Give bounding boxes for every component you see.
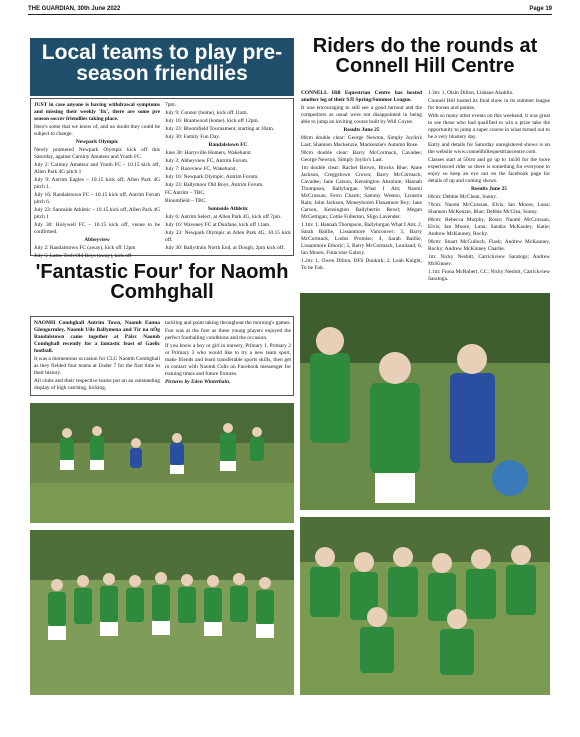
riders-paragraph: Results June 25 xyxy=(471,186,507,193)
local-paragraph: July 30: Holywell FC – 10.15 kick off, venue to be confirmed. xyxy=(34,222,160,236)
local-paragraph: July 30: Family Fun Day. xyxy=(165,134,220,141)
local-paragraph: Abbeyview xyxy=(84,237,110,244)
fantastic-four-column-1 xyxy=(34,320,160,394)
riders-paragraph: Connell Hill hosted its final show in its summer league for horses and ponies. xyxy=(428,98,550,112)
riders-paragraph: 90cm: Stuart McCulloch, Flash; Andrew McKauney, Rocky; Andrew McKinney Charlie. xyxy=(428,239,550,253)
header-rule xyxy=(28,14,552,15)
local-paragraph: July 23: Ballymoor Old Boys, Antrim Forum. xyxy=(165,182,264,189)
ff-paragraph: tackling and point taking throughout the morning's games. xyxy=(165,320,291,326)
local-paragraph: FC Antrim – TBC. xyxy=(165,190,206,197)
photo-team-lineup xyxy=(30,530,294,695)
riders-paragraph: 80cm double clear: George Newton, Simply Joylin's Last; Shannon Mackenzie, Mackenzie's Autumn Rose. xyxy=(301,135,422,149)
photo-players-tackle xyxy=(30,403,294,523)
local-paragraph: July 30: Ballydrain North End, at Dough, 2pm kick off. xyxy=(165,245,285,252)
ff-paragraph: It was a momentous occasion for CLG Naomh Comhghall as they fielded four teams at Under 7 for the first time in their history. xyxy=(34,356,160,377)
photo-children-with-ball xyxy=(300,293,550,510)
page-number: Page 19 xyxy=(529,6,552,12)
local-teams-column-2 xyxy=(165,102,291,254)
riders-paragraph: 1.2m: 1, Owen Dillon, DFS Dunkirk; 2, Leah Knight, To be Fair. xyxy=(301,258,422,272)
riders-paragraph: 90cm double clear: Barry McCormack, Cavadee; George Newton, Simply Joylin's Last. xyxy=(301,150,422,164)
riders-paragraph: Classes start at 50cm and go up to 1m30 for the more experienced rider so there is something for everyone to enjoy so keep an eye out on the facebook page for details of up and coming shows. xyxy=(428,157,550,185)
local-paragraph: Bloomfield – TBC. xyxy=(165,198,207,205)
riders-paragraph: 1.3m: 1, Oisin Dillon, Lisbane Aladdin. xyxy=(428,90,514,96)
riders-column-2 xyxy=(428,90,550,286)
riders-paragraph: 1m: Nicky Nesbitt, Carrickview Saratogs; Andrew McKinney. xyxy=(428,254,550,268)
fantastic-four-headline: 'Fantastic Four' for Naomh Comhghall xyxy=(35,261,289,304)
local-teams-headline: Local teams to play pre-season friendlies xyxy=(30,38,294,96)
riders-paragraph: Results June 25 xyxy=(343,127,380,134)
riders-paragraph: 1m double clear: Rachel Brown, Brocks Blue; Anne Jackson, Creggstown Crown; Barry McCormack, Cavadee; Jane Carson, Kensington Absolute; Hannah Thompson, Ballylurgan What I Am; Naomi McCrossan, Ferro Charm; Sammy Weston, Lyrastra Rain; John Jackson, Moneyboorn Flanamore Boy; Jane Carson, Kensington Ballyherrin Revel; Megan McGettigan; Cottie Fullerton, Sligo Lavender. xyxy=(301,165,422,221)
riders-paragraph: 70cm: Naomi McCrossan, Elvis; Ian Moore, Luna; Shannon McKenzie, Blue; Debbie McClea, Sunny. xyxy=(428,202,550,216)
riders-paragraph: 80cm: Rebecca Murphy, Rosie; Naomi McCrossan, Elvis; Ian Moore, Luna; Sandra McKauley, Katie; Andrew McKauney, Rocky. xyxy=(428,217,550,238)
local-paragraph: Newly promoted Newpark Olympic kick off this Saturday, against Carniny Amateur and Youth FC. xyxy=(34,147,160,161)
fantastic-four-column-2 xyxy=(165,320,291,394)
local-teams-column-1 xyxy=(34,102,160,260)
local-paragraph: Sunnside Athletic xyxy=(207,206,249,213)
local-paragraph: July 2: Abbeyview FC, Antrim Forum. xyxy=(165,158,249,165)
local-paragraph: July 23: Newpark Olympic at Allen Park 4G, 10.15 kick off. xyxy=(165,230,291,244)
local-paragraph: July 9: Connor (home), kick off 11am. xyxy=(165,110,248,117)
local-paragraph: JUST in case anyone is having withdrawal symptoms and missing their weekly 'fix', there are some pre season soccer friendlies taking place. xyxy=(34,102,160,123)
paper-dateline: THE GUARDIAN, 30th June 2022 xyxy=(28,6,121,12)
riders-paragraph: 1.1m: Fiona McRobert, CC; Nicky Nesbitt, Carrickview Saratoga. xyxy=(428,269,550,283)
ff-paragraph: All clubs and their respective teams put on an outstanding display of high catching, kicking, xyxy=(34,378,160,392)
ff-paragraph: If you know a boy or girl in nursery, Primary 1, Primary 2 or Primary 3 who would like to try a new team sport, make friends and learn transferable sports skills, then get in contact with Naomh Colls on Facebook messenger for training times and future fixtures. xyxy=(165,343,291,378)
riders-paragraph: It was encouraging to still see a good turnout and the competitors as usual were not disappointed in being able to jump an inviting course built by Will Coyne. xyxy=(301,105,422,126)
ff-paragraph: Pictures by Eden Winterbain. xyxy=(165,379,231,386)
riders-paragraph: CONNELL Hill Equestrian Centre has hosted another leg of their SJI Spring/Summer League. xyxy=(301,90,422,104)
local-paragraph: July 2: Randalstown FC (away), kick off 12pm xyxy=(34,245,136,252)
local-paragraph: July 16: Newpark Olympic, Antrim Forum. xyxy=(165,174,259,181)
local-paragraph: July 7: Raceview FC, Wakehurst. xyxy=(165,166,237,173)
photo-team-group xyxy=(300,517,550,695)
riders-paragraph: 1.1m: 1, Hannah Thompson, Ballylurgan What I Am; 2, Sarah Baillie, Lissanmore Vancouver; 3, Barry McCormack, Lodos Promise; 4, Sarah Baillie, Lissanmore Ethoric; 5, Barry McCormack, Louilaud; 6, Ian Moore, Finncross Galaxy. xyxy=(301,222,422,257)
local-paragraph: 7pm. xyxy=(165,102,176,108)
riders-paragraph: Entry and details for Saturday unregistered shows is on the website www.connellhillequestriancentre.com. xyxy=(428,142,550,156)
local-paragraph: July 6: Antrim Select, at Allen Park 4G, kick off 7pm. xyxy=(165,214,282,221)
page-header xyxy=(28,4,552,14)
riders-paragraph: 60cm: Debbie McClean, Sunny. xyxy=(428,194,497,201)
ff-paragraph: NAOMH Comhghall Antrim Town, Naomh Eanna Glengormley, Naomh Uile Ballymena and Tír na nÓg Randalstown came together at Páirc Naomh Comhghall recently for a fantastic feast of Gaelic football. xyxy=(34,320,160,355)
local-paragraph: June 30: Harryville Homers, Wakehurst. xyxy=(165,150,252,157)
local-paragraph: July 5: Lame Tech Old Boys (away), kick off xyxy=(34,253,132,260)
local-paragraph: July 9: Antrim Eagles – 10.15 kick off, Allen Park 4G pitch 1. xyxy=(34,177,160,191)
ff-paragraph: Fun was at the fore as these young players enjoyed the perfect footballing conditions and the occasion. xyxy=(165,328,291,342)
local-paragraph: July 16: Randalstown FC – 10.15 kick off, Antrim Forum pitch 6. xyxy=(34,192,160,206)
local-paragraph: July 16: Brantwood (home), kick off 12pm. xyxy=(165,118,259,125)
local-paragraph: Newpark Olympic xyxy=(75,139,119,146)
local-paragraph: July 23: Sunnside Athletic – 10.15 kick off, Allen Park 4G pitch 1 xyxy=(34,207,160,221)
local-paragraph: July 2: Carniny Amateur and Youth FC – 10.15 kick off, Allen Park 4G pitch 1 xyxy=(34,162,160,176)
riders-headline: Riders do the rounds at Connell Hill Centre xyxy=(312,35,538,78)
local-paragraph: Randalstown FC xyxy=(208,142,248,149)
local-paragraph: July 16: Waveney FC at Dunfane, kick off 11am. xyxy=(165,222,271,229)
local-paragraph: Here's some that we know of, and no doubt they could be subject to change. xyxy=(34,124,160,138)
local-paragraph: July 23: Bloomfield Tournament, starting at 10am. xyxy=(165,126,275,133)
riders-column-1 xyxy=(301,90,422,286)
riders-paragraph: With so many other events on this weekend, it was great to see those who had qualified to win a prize take the opportunity to jump a super course in what turned out to be a very blustery day. xyxy=(428,113,550,141)
